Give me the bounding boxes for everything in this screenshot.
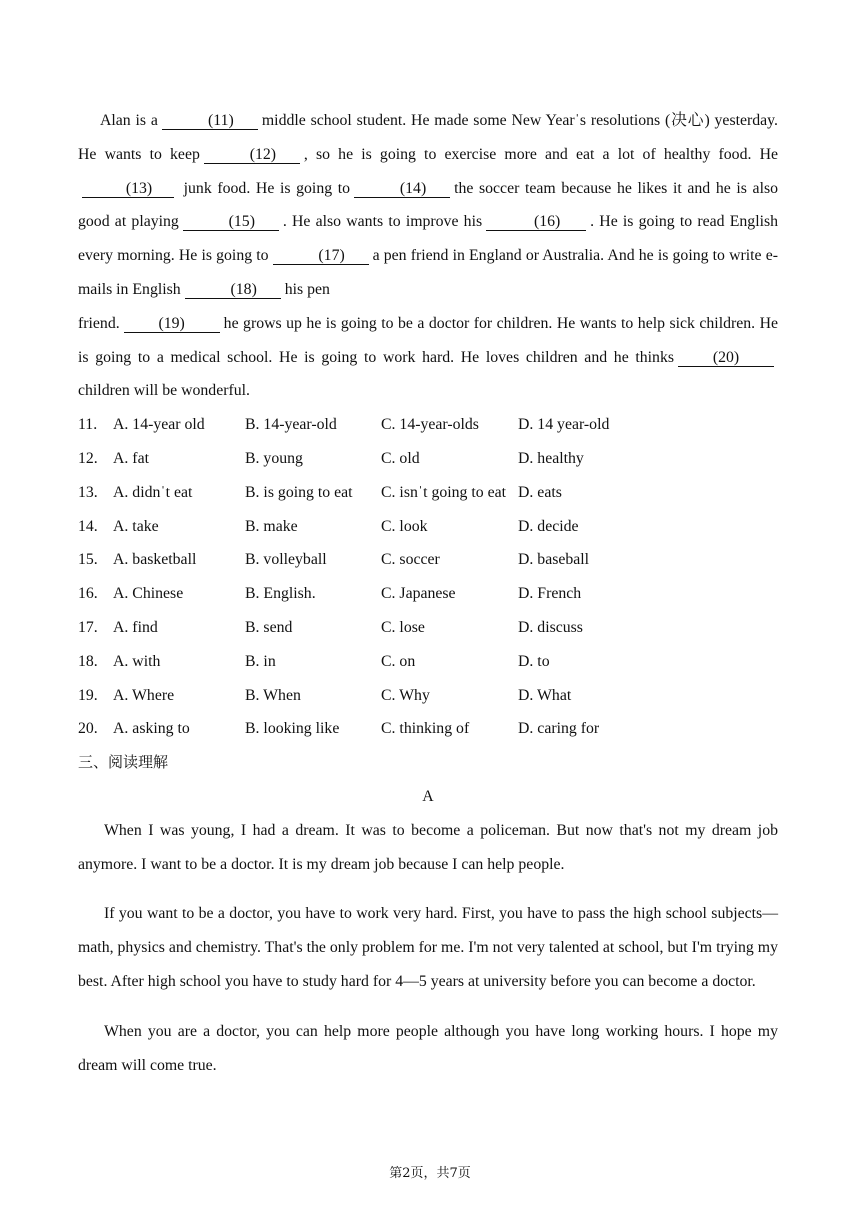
blank-13: (13) (82, 180, 174, 198)
question-number: 14. (78, 517, 98, 535)
option-d: D. 14 year-old (518, 416, 610, 434)
cloze-text-continued (78, 307, 778, 408)
cloze-segment: a pen friend in England or Australia. And he is going to write e-mails in English (78, 247, 778, 298)
cloze-segment: his pen (284, 280, 330, 298)
option-b: B. English. (245, 585, 316, 603)
cloze-segment: he grows up he is going to be a doctor for children. He wants to help sick children. He is going to a medical school. He is going to work hard. He loves children and he thinks (78, 314, 778, 366)
option-a: A. fat (113, 449, 149, 467)
option-c: C. 14-year-olds (381, 416, 479, 434)
option-b: B. in (245, 652, 276, 670)
question-number: 17. (78, 618, 98, 636)
option-c: C. old (381, 449, 420, 467)
option-a: A. Where (113, 686, 175, 704)
option-b: B. 14-year-old (245, 416, 337, 434)
option-d: D. healthy (518, 449, 584, 467)
question-row (78, 611, 778, 645)
cloze-segment: , so he is going to exercise more and eat a lot of healthy food. He (303, 145, 778, 163)
option-c: C. Why (381, 686, 430, 704)
question-number: 12. (78, 449, 98, 467)
blank-15: (15) (183, 213, 279, 231)
blank-18: (18) (185, 281, 281, 299)
question-row (78, 476, 778, 510)
reading-paragraph-3: When you are a doctor, you can help more people although you have long working hours. I hope my dream will come true. (78, 1022, 778, 1074)
option-b: B. young (245, 449, 303, 467)
option-d: D. to (518, 652, 550, 670)
options-list (78, 408, 778, 746)
option-d: D. French (518, 585, 582, 603)
question-row (78, 510, 778, 544)
question-number: 20. (78, 720, 98, 738)
option-a: A. 14-year old (113, 416, 205, 434)
blank-12: (12) (204, 146, 300, 164)
cloze-segment: children will be wonderful. (78, 382, 250, 400)
option-d: D. decide (518, 517, 579, 535)
section-title: 三、阅读理解 (78, 753, 169, 772)
option-c: C. isnˈt going to eat (381, 483, 507, 501)
question-row (78, 577, 778, 611)
reading-paragraph-2: If you want to be a doctor, you have to work very hard. First, you have to pass the high school subjects—math, physics and chemistry. That's the only problem for me. I'm not very talented at school, but I'm trying my best. After high school you have to study hard for 4—5 years at university before you can become a doctor. (78, 905, 778, 990)
question-row (78, 645, 778, 679)
blank-20: (20) (678, 349, 774, 367)
question-row (78, 543, 778, 577)
option-a: A. asking to (113, 720, 190, 738)
exam-page (78, 104, 778, 1098)
option-c: C. soccer (381, 551, 440, 569)
option-d: D. eats (518, 483, 562, 501)
question-number: 11. (78, 416, 98, 434)
question-number: 19. (78, 686, 98, 704)
cloze-segment: . He also wants to improve his (282, 213, 483, 231)
cloze-text (78, 104, 778, 307)
option-b: B. make (245, 517, 298, 535)
question-number: 18. (78, 652, 98, 670)
cloze-passage (78, 104, 778, 408)
option-b: B. is going to eat (245, 483, 353, 501)
option-c: C. look (381, 517, 428, 535)
option-d: D. What (518, 686, 572, 704)
option-b: B. When (245, 686, 301, 704)
blank-19: (19) (124, 315, 220, 333)
question-row (78, 408, 778, 442)
blank-14: (14) (354, 180, 450, 198)
option-c: C. Japanese (381, 585, 456, 603)
option-c: C. lose (381, 618, 425, 636)
option-c: C. thinking of (381, 720, 470, 738)
page-footer: 第2页，共7页 (389, 1166, 471, 1181)
option-b: B. looking like (245, 720, 340, 738)
question-row (78, 679, 778, 713)
cloze-segment: . He is going to read English every morning. He is going to (78, 213, 779, 265)
option-a: A. with (113, 652, 161, 670)
option-b: B. send (245, 618, 293, 636)
reading-paragraph-1: When I was young, I had a dream. It was to become a policeman. But now that's not my dream job anymore. I want to be a doctor. It is my dream job because I can help people. (78, 821, 778, 873)
option-a: A. find (113, 618, 158, 636)
cloze-segment: the soccer team because he likes it and he is also good at playing (78, 179, 779, 231)
option-d: D. caring for (518, 720, 600, 738)
option-b: B. volleyball (245, 551, 327, 569)
passage-label: A (422, 787, 434, 805)
question-row (78, 442, 778, 476)
option-a: A. Chinese (113, 585, 184, 603)
option-a: A. basketball (113, 551, 197, 569)
cloze-segment: Alan is a (100, 112, 158, 129)
blank-16: (16) (486, 213, 586, 231)
cloze-segment: friend. (78, 314, 120, 332)
question-number: 16. (78, 585, 98, 603)
option-d: D. baseball (518, 551, 590, 569)
cloze-segment: junk food. He is going to (183, 179, 351, 197)
option-a: A. take (113, 517, 159, 535)
question-number: 15. (78, 551, 98, 569)
blank-11: (11) (162, 112, 258, 130)
cloze-segment: middle school student. He made some New Yearˈs resolutions (决心) yesterday. He wants to keep (78, 112, 778, 163)
blank-17: (17) (273, 247, 369, 265)
question-number: 13. (78, 483, 98, 501)
option-a: A. didnˈt eat (113, 483, 193, 501)
option-c: C. on (381, 652, 416, 670)
option-d: D. discuss (518, 618, 583, 636)
question-row (78, 712, 778, 746)
